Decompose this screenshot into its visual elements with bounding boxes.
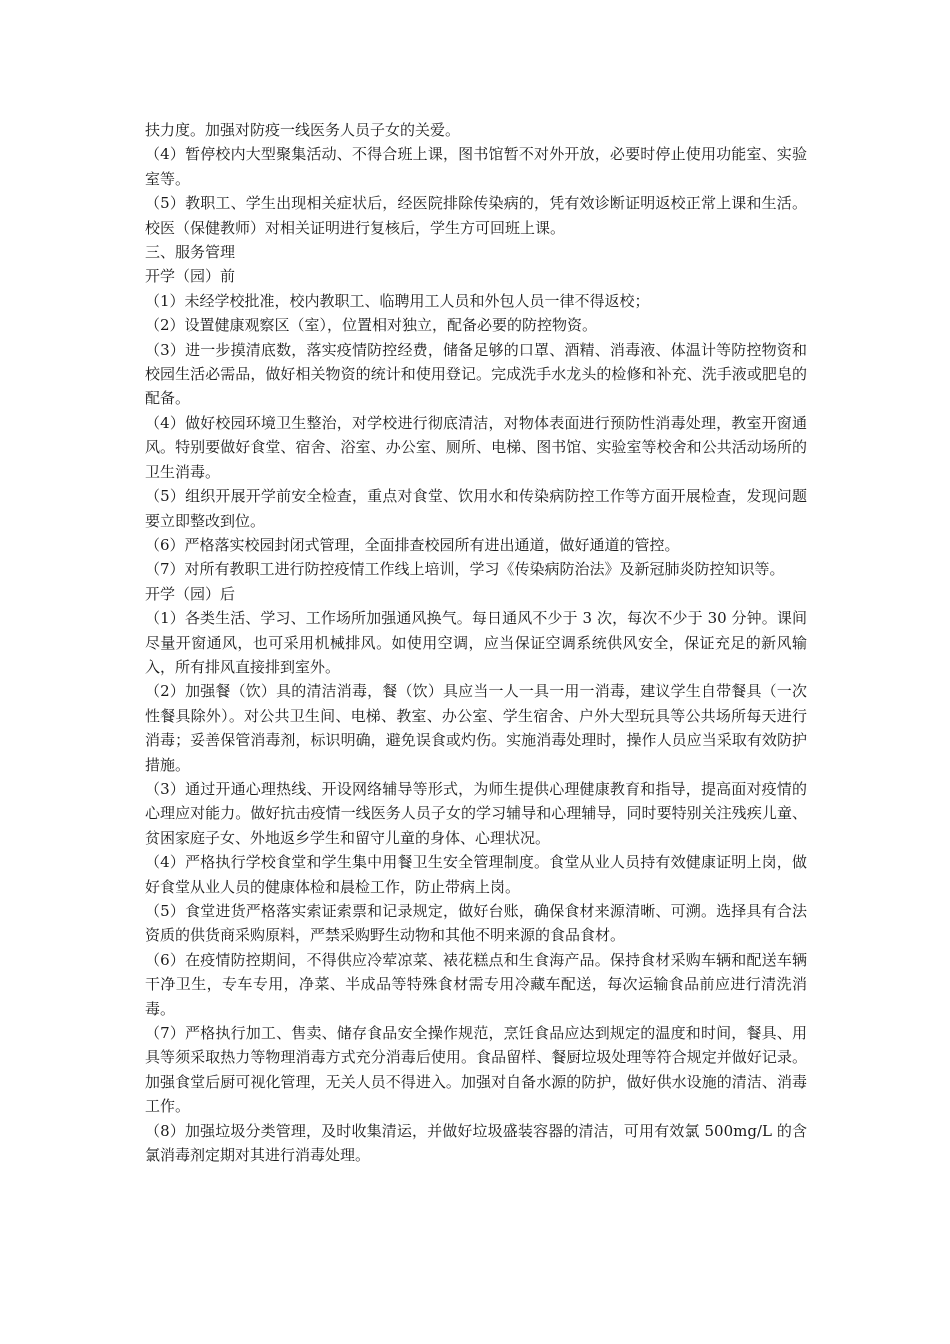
paragraph-before-5: （5）组织开展开学前安全检查，重点对食堂、饮用水和传染病防控工作等方面开展检查，发现问题要立即整改到位。	[145, 487, 807, 530]
paragraph-after-7: （7）严格执行加工、售卖、储存食品安全操作规范，烹饪食品应达到规定的温度和时间，餐具、用具等须采取热力等物理消毒方式充分消毒后使用。食品留样、餐厨垃圾处理等符合规定并做好记录。加强食堂后厨可视化管理，无关人员不得进入。加强对自备水源的防护，做好供水设施的清洁、消毒工作。	[145, 1024, 807, 1116]
paragraph-continuation: 扶力度。加强对防疫一线医务人员子女的关爱。	[145, 121, 461, 139]
paragraph-before-2: （2）设置健康观察区（室），位置相对独立，配备必要的防控物资。	[145, 316, 598, 335]
paragraph-before-6: （6）严格落实校园封闭式管理，全面排查校园所有进出通道，做好通道的管控。	[145, 535, 680, 554]
paragraph-after-5: （5）食堂进货严格落实索证索票和记录规定，做好台账，确保食材来源清晰、可溯。选择具有合法资质的供货商采购原料，严禁采购野生动物和其他不明来源的食品食材。	[145, 902, 807, 945]
section-heading-service-management: 三、服务管理	[145, 243, 236, 262]
paragraph-before-3: （3）进一步摸清底数，落实疫情防控经费，储备足够的口罩、酒精、消毒液、体温计等防控物资和校园生活必需品，做好相关物资的统计和使用登记。完成洗手水龙头的检修和补充、洗手液或肥皂的配备。	[145, 340, 807, 408]
paragraph-after-2: （2）加强餐（饮）具的清洁消毒，餐（饮）具应当一人一具一用一消毒，建议学生自带餐具（一次性餐具除外）。对公共卫生间、电梯、教室、办公室、学生宿舍、户外大型玩具等公共场所每天进行消毒；妥善保管消毒剂，标识明确，避免误食或灼伤。实施消毒处理时，操作人员应当采取有效防护措施。	[145, 682, 807, 774]
paragraph-item-4: （4）暂停校内大型聚集活动、不得合班上课，图书馆暂不对外开放，必要时停止使用功能室、实验室等。	[145, 145, 807, 188]
document-body	[145, 118, 807, 1167]
paragraph-after-3: （3）通过开通心理热线、开设网络辅导等形式，为师生提供心理健康教育和指导，提高面对疫情的心理应对能力。做好抗击疫情一线医务人员子女的学习辅导和心理辅导，同时要特别关注残疾儿童、贫困家庭子女、外地返乡学生和留守儿童的身体、心理状况。	[145, 779, 807, 847]
paragraph-before-1: （1）未经学校批准，校内教职工、临聘用工人员和外包人员一律不得返校；	[145, 291, 650, 310]
subheading-after-school: 开学（园）后	[145, 584, 236, 603]
paragraph-before-4: （4）做好校园环境卫生整治，对学校进行彻底清洁，对物体表面进行预防性消毒处理，教室开窗通风。特别要做好食堂、宿舍、浴室、办公室、厕所、电梯、图书馆、实验室等校舍和公共活动场所的卫生消毒。	[145, 413, 807, 481]
paragraph-after-1: （1）各类生活、学习、工作场所加强通风换气。每日通风不少于 3 次，每次不少于 30 分钟。课间尽量开窗通风，也可采用机械排风。如使用空调，应当保证空调系统供风安全，保证充足的新风输入，所有排风直接排到室外。	[145, 609, 807, 676]
paragraph-item-5: （5）教职工、学生出现相关症状后，经医院排除传染病的，凭有效诊断证明返校正常上课和生活。校医（保健教师）对相关证明进行复核后，学生方可回班上课。	[145, 194, 807, 237]
subheading-before-school: 开学（园）前	[145, 267, 236, 286]
paragraph-before-7: （7）对所有教职工进行防控疫情工作线上培训，学习《传染病防治法》及新冠肺炎防控知识等。	[145, 560, 785, 579]
paragraph-after-4: （4）严格执行学校食堂和学生集中用餐卫生安全管理制度。食堂从业人员持有效健康证明上岗，做好食堂从业人员的健康体检和晨检工作，防止带病上岗。	[145, 853, 807, 896]
paragraph-after-6: （6）在疫情防控期间，不得供应冷荤凉菜、裱花糕点和生食海产品。保持食材采购车辆和配送车辆干净卫生，专车专用，净菜、半成品等特殊食材需专用冷藏车配送，每次运输食品前应进行清洗消毒。	[145, 950, 807, 1018]
paragraph-after-8: （8）加强垃圾分类管理，及时收集清运，并做好垃圾盛装容器的清洁，可用有效氯 500mg/L 的含氯消毒剂定期对其进行消毒处理。	[145, 1121, 807, 1165]
